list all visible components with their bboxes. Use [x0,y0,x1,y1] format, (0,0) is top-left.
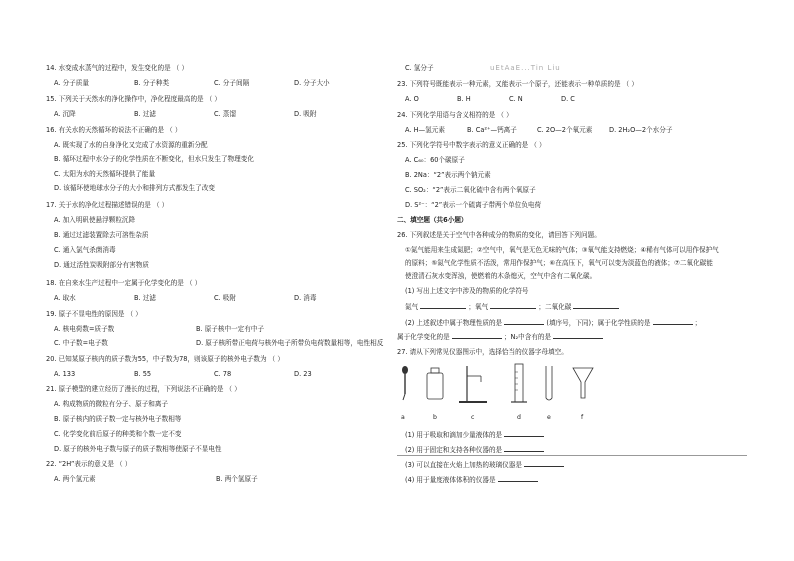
q27-item-2-text: (2) 用于固定和支持各种仪器的是 [405,446,503,454]
q26-sub2-mid: (填序号，下同)；属于化学性质的是 [546,319,651,327]
q21-option-d: D. 原子的核外电子数与原子的质子数相等使原子不显电性 [54,445,222,453]
answer-blank-3[interactable] [573,302,619,309]
q17-stem: 17. 关于水的净化过程描述错误的是 （ ） [46,201,169,209]
q20-option-b: B. 55 [134,370,152,378]
q26-sub2 [405,318,701,327]
iron-stand-icon [459,366,487,402]
q26-text-line-3: 使澄清石灰水变浑浊，使燃着的木条熄灭，空气中含有二氧化碳。 [405,272,597,280]
answer-blank-6[interactable] [452,332,502,339]
q16-stem: 16. 有关水的天然循环的说法不正确的是 （ ） [46,126,182,134]
q18-option-c: C. 吸附 [214,294,236,302]
answer-blank-7[interactable] [553,332,603,339]
q20-option-d: D. 23 [294,370,312,378]
q15-option-d: D. 吸附 [294,110,317,118]
q25-stem: 25. 下列化学符号中数字表示的意义正确的是 （ ） [397,141,546,149]
q18-option-b: B. 过滤 [134,294,156,302]
q18-option-a: A. 取水 [54,294,76,302]
apparatus-label-e: e [547,414,551,421]
q26-sub2b [397,332,603,341]
q27-item-3 [405,460,564,469]
q21-stem: 21. 原子模型的建立经历了漫长的过程，下列说法不正确的是 （ ） [46,385,241,393]
q24-option-d: D. 2H₂O—2个水分子 [609,126,673,134]
q25-option-d: D. S²⁻：“2”表示一个硫离子带两个单位负电荷 [405,201,542,209]
q27-item-3-text: (3) 可以直接在火焰上加热的玻璃仪器是 [405,461,522,469]
q26-sub2b-text: 属于化学变化的是 [397,333,450,341]
q27-item-4 [405,475,538,484]
q26-sub1-label-2: ；氧气 [468,303,489,311]
q26-text-line-1: ①氮气能用来生成氮肥；②空气中，氧气是无色无味的气体；③氧气能支持燃烧；④稀有气体可以用作保护气 [405,246,719,254]
q17-option-c: C. 通入氯气杀菌消毒 [54,246,116,254]
answer-blank-11[interactable] [498,475,538,482]
q15-option-b: B. 过滤 [134,110,156,118]
q26-sub1-label-3: ；二氧化碳 [538,303,572,311]
q14-option-c: C. 分子间隔 [214,79,250,87]
lab-apparatus-illustration [397,362,757,420]
q22-option-b: B. 两个氢原子 [216,475,258,483]
q21-option-a: A. 构成物质的微粒有分子、原子和离子 [54,400,169,408]
q19-stem: 19. 原子不显电性的原因是 （ ） [46,310,142,318]
test-tube-icon [546,366,552,400]
q23-option-d: D. C [561,95,575,103]
funnel-icon [573,368,593,398]
answer-blank-1[interactable] [420,302,466,309]
answer-blank-2[interactable] [490,302,536,309]
dropper-icon [402,366,408,400]
bottle-icon [427,368,443,399]
q18-option-d: D. 消毒 [294,294,317,302]
answer-blank-9[interactable] [504,445,544,452]
apparatus-label-a: a [401,414,405,421]
q25-option-a: A. C₆₀：60个碳原子 [405,156,465,164]
q19-option-d: D. 原子核所带正电荷与核外电子所带负电荷数量相等，电性相反 [196,339,384,347]
q23-option-a: A. O [405,95,419,103]
q25-option-c: C. SO₂：“2”表示二氧化硫中含有两个氧原子 [405,186,536,194]
q22-stem: 22. “2H”表示的意义是 （ ） [46,460,132,468]
q26-stem: 26. 下列叙述是关于空气中各种成分的物质的变化，请回答下列问题。 [397,231,601,239]
q19-option-b: B. 原子核中一定有中子 [196,325,265,333]
q22-option-a: A. 两个氢元素 [54,475,96,483]
q15-option-c: C. 蒸馏 [214,110,236,118]
q14-option-a: A. 分子质量 [54,79,89,87]
q14-option-d: D. 分子大小 [294,79,330,87]
q17-option-a: A. 加入明矾使悬浮颗粒沉降 [54,216,136,224]
q16-option-b: B. 循环过程中水分子的化学性质在不断变化，但水只发生了物理变化 [54,155,254,163]
q17-option-b: B. 通过过滤装置除去可溶性杂质 [54,231,149,239]
q26-sub1-label-1: 氮气 [405,303,419,311]
q26-sub2b-end: ；N₂中含有的是 [503,333,552,341]
q21-option-b: B. 原子核内的质子数一定与核外电子数相等 [54,415,182,423]
q22-option-c: C. 氢分子 [405,64,434,72]
q19-option-c: C. 中子数=电子数 [54,339,108,347]
q24-option-a: A. H—氢元素 [405,126,445,134]
q26-text-line-2: 的原料；⑤氮气化学性质不活泼，常用作保护气；⑥在高压下，氧气可以变为淡蓝色的液体；⑦二氧化碳能 [405,259,713,267]
answer-blank-10[interactable] [524,460,564,467]
q16-option-d: D. 该循环使地球水分子的大小和排列方式都发生了改变 [54,184,215,192]
q27-item-2 [405,445,544,454]
apparatus-label-d: d [517,414,521,421]
apparatus-label-f: f [581,414,584,421]
q20-option-a: A. 133 [54,370,76,378]
q20-stem: 20. 已知某原子核内的质子数为55，中子数为78，则该原子的核外电子数为 （ ） [46,355,284,363]
q23-stem: 23. 下列符号既能表示一种元素，又能表示一个原子，还能表示一种单质的是 （ ） [397,80,638,88]
q26-sub2-end: ； [694,319,702,327]
q25-option-b: B. 2Na：“2”表示两个钠元素 [405,171,491,179]
q23-option-b: B. H [457,95,471,103]
q15-option-a: A. 沉降 [54,110,76,118]
q18-stem: 18. 在自来水生产过程中一定属于化学变化的是 （ ） [46,279,202,287]
apparatus-label-c: c [471,414,475,421]
q14-option-b: B. 分子种类 [134,79,170,87]
divider [397,455,747,456]
q17-option-d: D. 通过活性炭吸附部分有害物质 [54,261,149,269]
q15-stem: 15. 下列关于天然水的净化操作中，净化程度最高的是 （ ） [46,95,222,103]
q16-option-c: C. 太阳为水的天然循环提供了能量 [54,170,156,178]
q19-option-a: A. 核电荷数=质子数 [54,325,115,333]
scan-watermark: uEtAaE...Tin Liu [490,64,561,72]
answer-blank-8[interactable] [504,430,544,437]
q26-sub1: (1) 写出上述文字中涉及的物质的化学符号 [405,287,529,295]
apparatus-label-b: b [433,414,437,421]
q27-item-1-text: (1) 用于吸取和滴加少量液体的是 [405,431,503,439]
q14-stem: 14. 水变成水蒸气的过程中，发生变化的是 （ ） [46,64,189,72]
q27-item-4-text: (4) 用于量度液体体积的仪器是 [405,476,496,484]
q26-sub2-text: (2) 上述叙述中属于物理性质的是 [405,319,503,327]
answer-blank-5[interactable] [653,318,693,325]
q16-option-a: A. 既实现了水的自身净化又完成了水资源的重新分配 [54,141,208,149]
q20-option-c: C. 78 [214,370,232,378]
q24-stem: 24. 下列化学用语与含义相符的是 （ ） [397,111,513,119]
q24-option-b: B. Ca²⁺—钙离子 [467,126,517,134]
q23-option-c: C. N [509,95,523,103]
q21-option-c: C. 化学变化前后原子的种类和个数一定不变 [54,430,182,438]
q27-stem: 27. 请从下列常见仪器图示中，选择恰当的仪器字母填空。 [397,348,568,356]
q26-sub1-answers [405,302,619,311]
answer-blank-4[interactable] [504,318,544,325]
graduated-cylinder-icon [511,364,527,402]
q24-option-c: C. 2O—2个氧元素 [537,126,593,134]
q27-item-1 [405,430,544,439]
section-heading: 二、填空题（共6小题） [397,216,468,224]
